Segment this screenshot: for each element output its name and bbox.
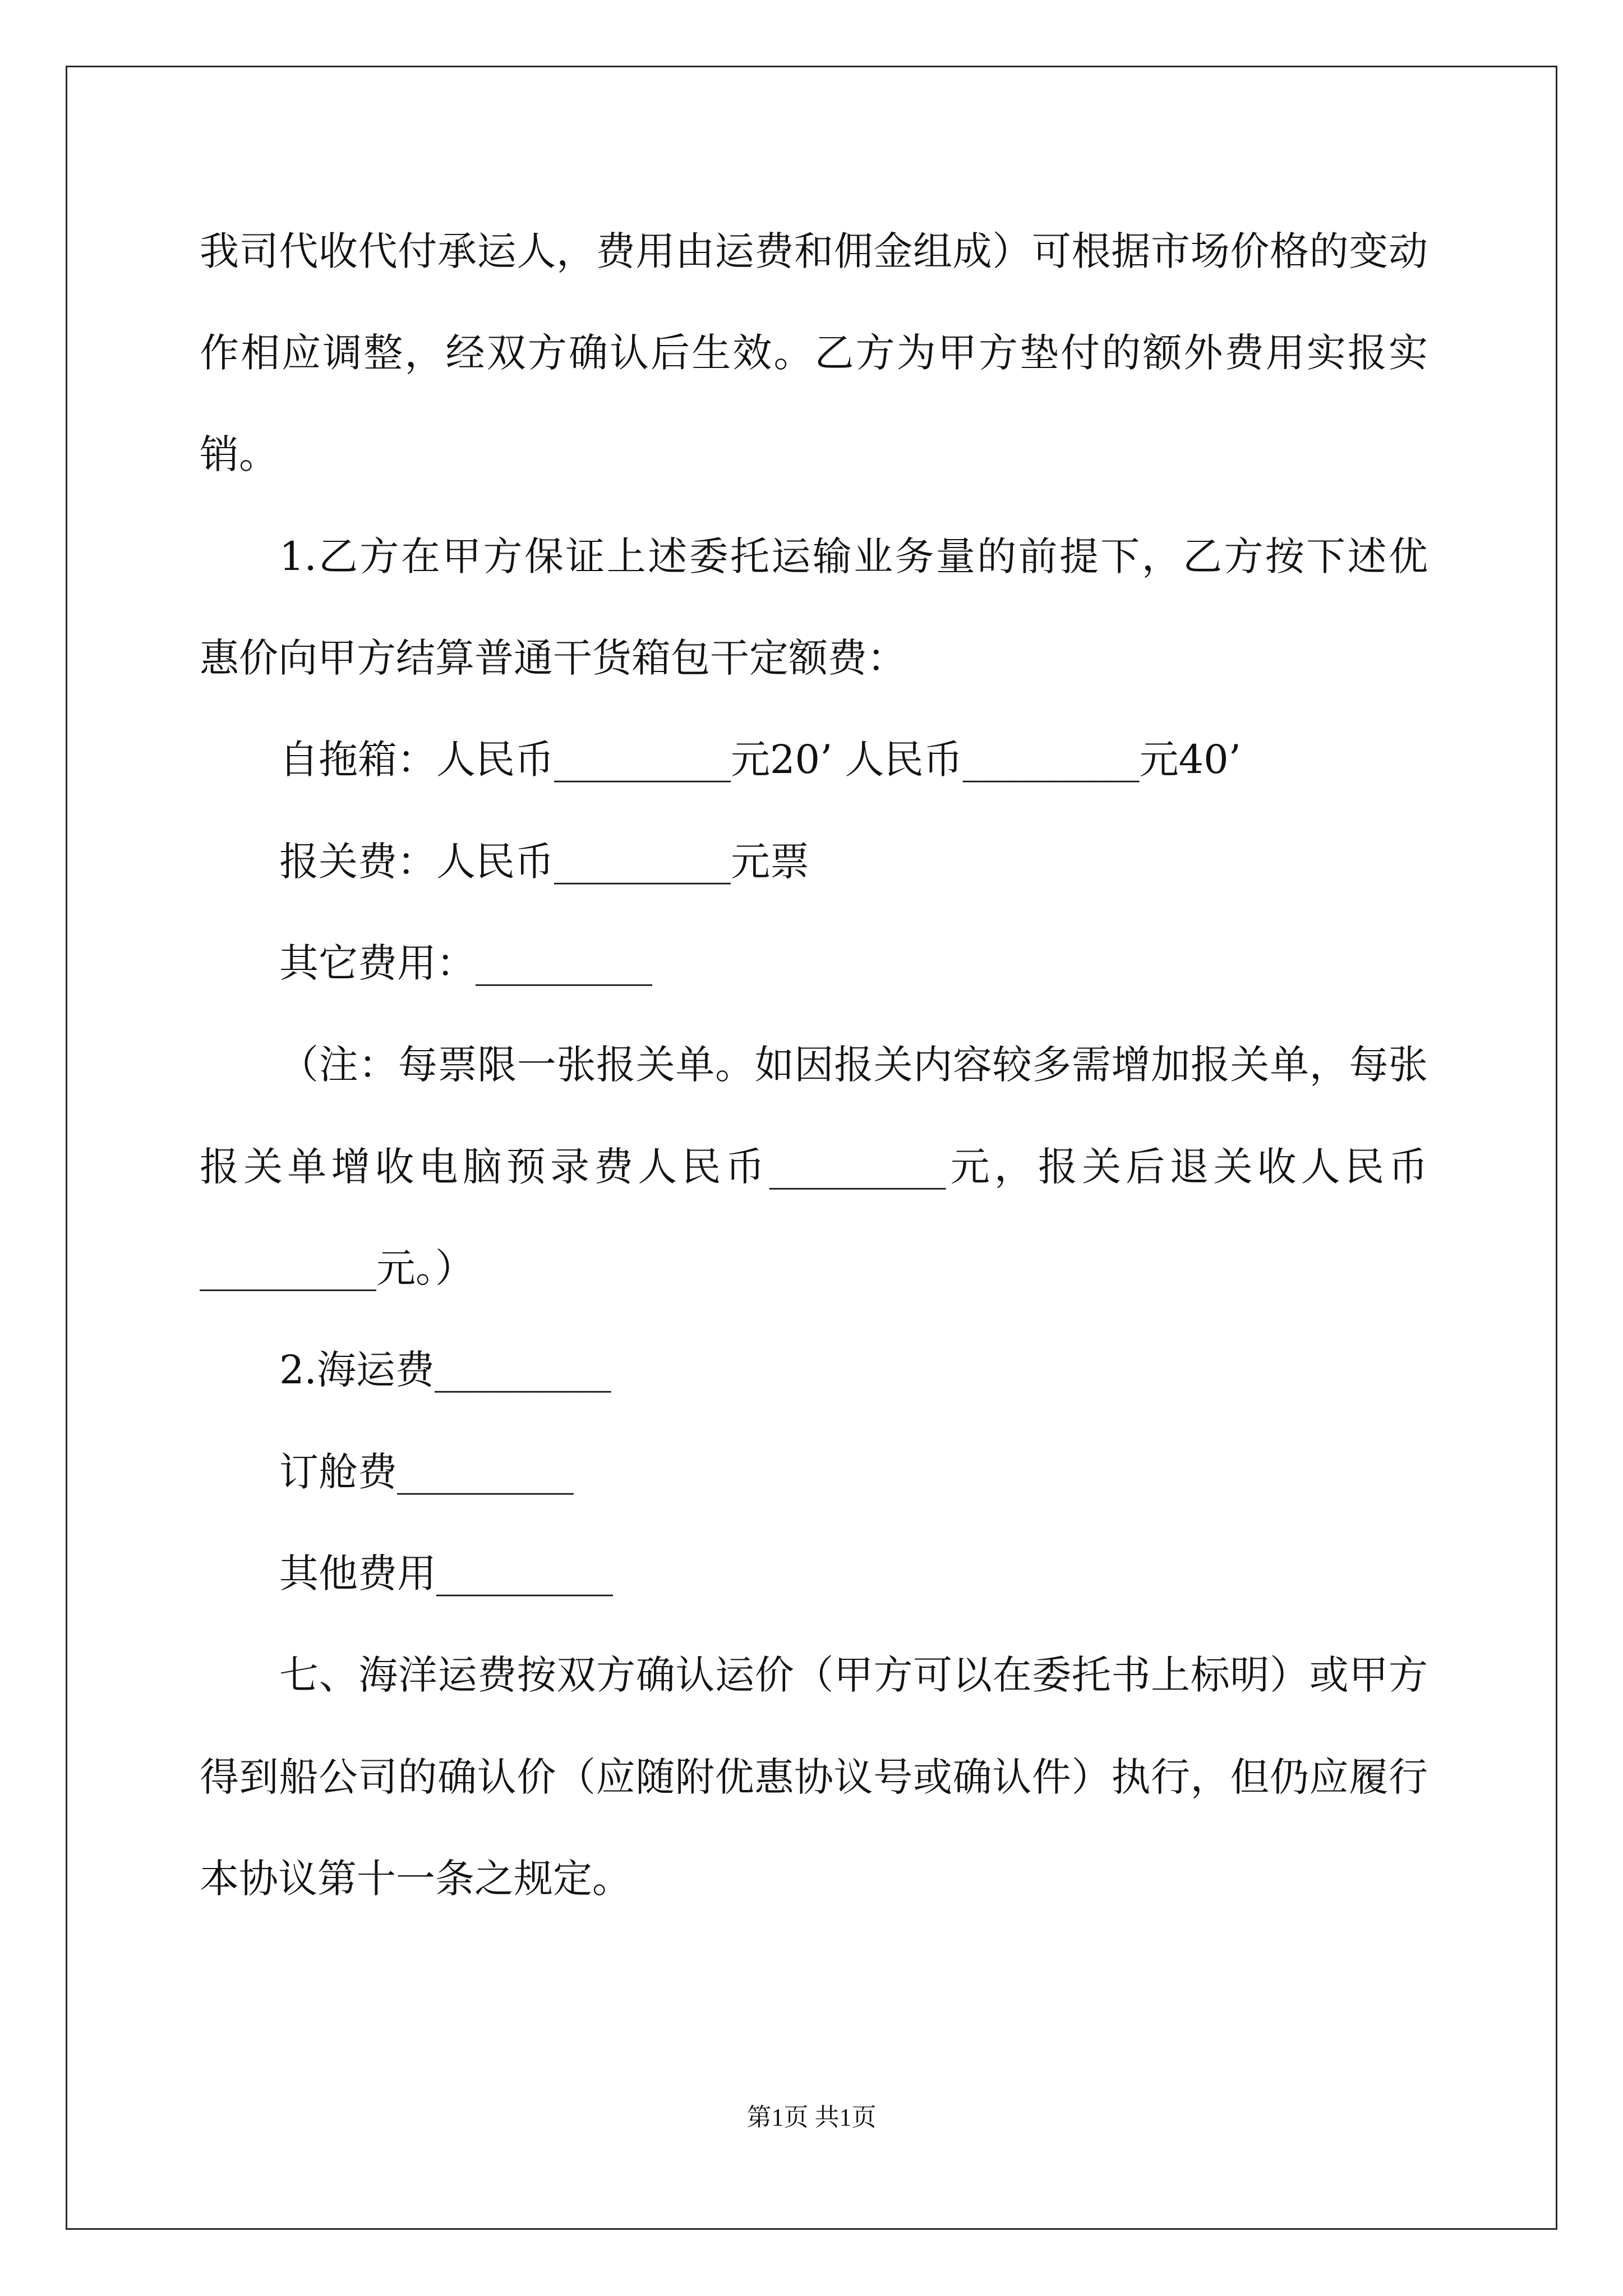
paragraph-line: 订舱费_________	[279, 1449, 574, 1495]
paragraph-line: _________元。）	[200, 1245, 474, 1291]
paragraph-line: 报关费：人民币_________元票	[279, 839, 809, 885]
paragraph-line: （注：每票限一张报关单。如因报关内容较多需增加报关单，每张	[279, 1042, 1428, 1088]
paragraph-line: 1.乙方在甲方保证上述委托运输业务量的前提下，乙方按下述优	[279, 533, 1428, 579]
paragraph-line: 自拖箱：人民币_________元20’ 人民币_________元40’	[279, 737, 1241, 783]
paragraph-line: 报关单增收电脑预录费人民币_________元，报关后退关收人民币	[200, 1144, 1428, 1190]
paragraph-line: 作相应调整，经双方确认后生效。乙方为甲方垫付的额外费用实报实	[200, 330, 1428, 376]
paragraph-line: 本协议第十一条之规定。	[200, 1856, 631, 1902]
paragraph-line: 七、海洋运费按双方确认运价（甲方可以在委托书上标明）或甲方	[279, 1652, 1428, 1698]
paragraph-line: 其他费用_________	[279, 1550, 613, 1596]
paragraph-line: 我司代收代付承运人，费用由运费和佣金组成）可根据市场价格的变动	[200, 228, 1428, 274]
paragraph-line: 惠价向甲方结算普通干货箱包干定额费：	[200, 635, 906, 681]
paragraph-line: 得到船公司的确认价（应随附优惠协议号或确认件）执行，但仍应履行	[200, 1754, 1428, 1800]
page-footer: 第1页 共1页	[746, 2104, 877, 2131]
paragraph-line: 2.海运费_________	[279, 1347, 611, 1393]
paragraph-line: 销。	[200, 431, 278, 477]
paragraph-line: 其它费用：_________	[279, 940, 652, 986]
